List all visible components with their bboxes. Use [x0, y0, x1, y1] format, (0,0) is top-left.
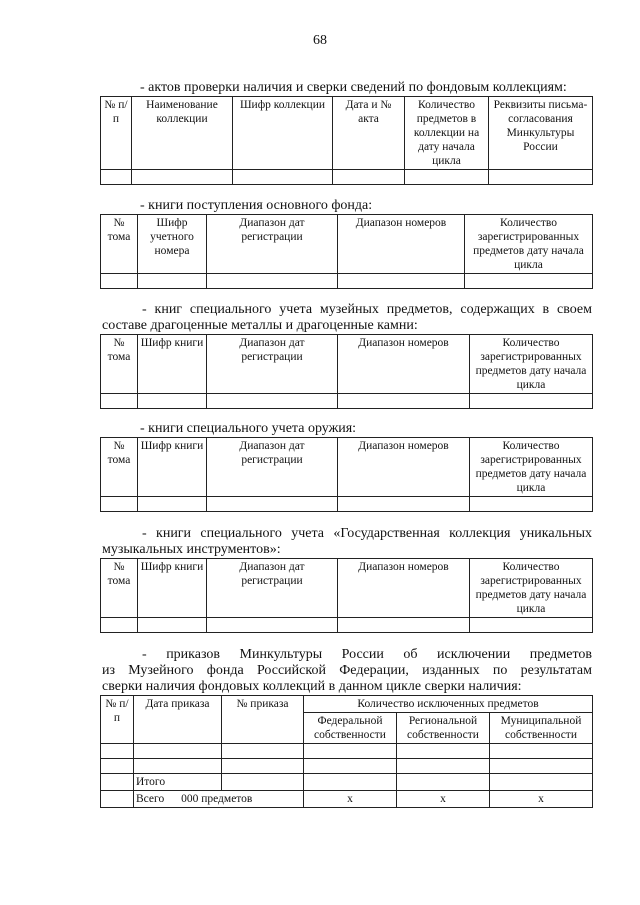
- all-row: [101, 791, 593, 808]
- header-cell: Диапазон номеров: [338, 335, 470, 394]
- page-number: 68: [313, 33, 327, 48]
- header-cell: № тома: [101, 335, 138, 394]
- section2-heading: - книги поступления основного фонда:: [140, 198, 373, 213]
- section6-table: [100, 695, 593, 808]
- header-cell: Шифр книги: [138, 559, 207, 618]
- section5-heading-line2: музыкальных инструментов»:: [102, 542, 281, 557]
- header-cell: Дата и № акта: [333, 97, 405, 170]
- header-cell: Федеральной собственности: [304, 713, 397, 744]
- x-mark: x: [304, 791, 397, 808]
- total-row: [101, 774, 593, 791]
- section3-heading-line1: - книг специального учета музейных предметов, содержащих в своем: [142, 302, 592, 317]
- x-mark: x: [490, 791, 593, 808]
- section6-heading-line3: сверки наличия фондовых коллекций в данном цикле сверки наличия:: [102, 679, 522, 694]
- x-mark: x: [397, 791, 490, 808]
- header-cell: № тома: [101, 559, 138, 618]
- section1-heading: - актов проверки наличия и сверки сведений по фондовым коллекциям:: [140, 80, 567, 95]
- header-cell: Шифр учетного номера: [138, 215, 207, 274]
- table-row: [101, 497, 593, 512]
- section5-heading-line1: - книги специального учета «Государственная коллекция уникальных: [142, 526, 592, 541]
- header-cell: Шифр книги: [138, 438, 207, 497]
- table-row: [101, 394, 593, 409]
- header-cell: № п/п: [101, 97, 132, 170]
- table-row: [101, 744, 593, 759]
- header-cell: Диапазон дат регистрации: [207, 335, 338, 394]
- total-label: Итого: [134, 774, 222, 791]
- header-cell: Диапазон номеров: [338, 559, 470, 618]
- header-cell: Количество зарегистрированных предметов дату начала цикла: [470, 559, 593, 618]
- section4-table: [100, 437, 593, 512]
- section4-heading: - книги специального учета оружия:: [140, 421, 357, 436]
- section6-heading-line1: - приказов Минкультуры России об исключении предметов: [142, 647, 592, 662]
- section6-heading-line2: из Музейного фонда Российской Федерации, изданных по результатам: [102, 663, 592, 678]
- header-cell: № тома: [101, 438, 138, 497]
- table-row: [101, 618, 593, 633]
- header-cell: Количество предметов в коллекции на дату начала цикла: [405, 97, 489, 170]
- header-cell: Реквизиты письма-согласования Минкультуры России: [489, 97, 593, 170]
- table-row: [101, 759, 593, 774]
- all-cell: [134, 791, 304, 808]
- header-cell: Количество зарегистрированных предметов дату начала цикла: [470, 335, 593, 394]
- section3-heading-line2: составе драгоценные металлы и драгоценные камни:: [102, 318, 418, 333]
- header-cell: Диапазон дат регистрации: [207, 438, 338, 497]
- header-cell: Диапазон дат регистрации: [207, 559, 338, 618]
- header-cell: Шифр коллекции: [233, 97, 333, 170]
- header-cell: Дата приказа: [134, 696, 222, 744]
- table-row: [101, 170, 593, 185]
- header-cell: Количество зарегистрированных предметов дату начала цикла: [465, 215, 593, 274]
- header-cell: Диапазон номеров: [338, 438, 470, 497]
- header-group-cell: Количество исключенных предметов: [304, 696, 593, 713]
- header-cell: Количество зарегистрированных предметов дату начала цикла: [470, 438, 593, 497]
- header-cell: Шифр книги: [138, 335, 207, 394]
- header-cell: № приказа: [222, 696, 304, 744]
- header-cell: № тома: [101, 215, 138, 274]
- header-cell: Региональной собственности: [397, 713, 490, 744]
- header-cell: Наименование коллекции: [132, 97, 233, 170]
- all-label: Всего: [136, 793, 165, 805]
- header-cell: Диапазон номеров: [338, 215, 465, 274]
- section5-table: [100, 558, 593, 633]
- table-row: [101, 274, 593, 289]
- header-cell: № п/п: [101, 696, 134, 744]
- section1-table: [100, 96, 593, 185]
- section2-table: [100, 214, 593, 289]
- header-cell: Муниципальной собственности: [490, 713, 593, 744]
- header-cell: Диапазон дат регистрации: [207, 215, 338, 274]
- all-value: 000 предметов: [181, 793, 253, 805]
- section3-table: [100, 334, 593, 409]
